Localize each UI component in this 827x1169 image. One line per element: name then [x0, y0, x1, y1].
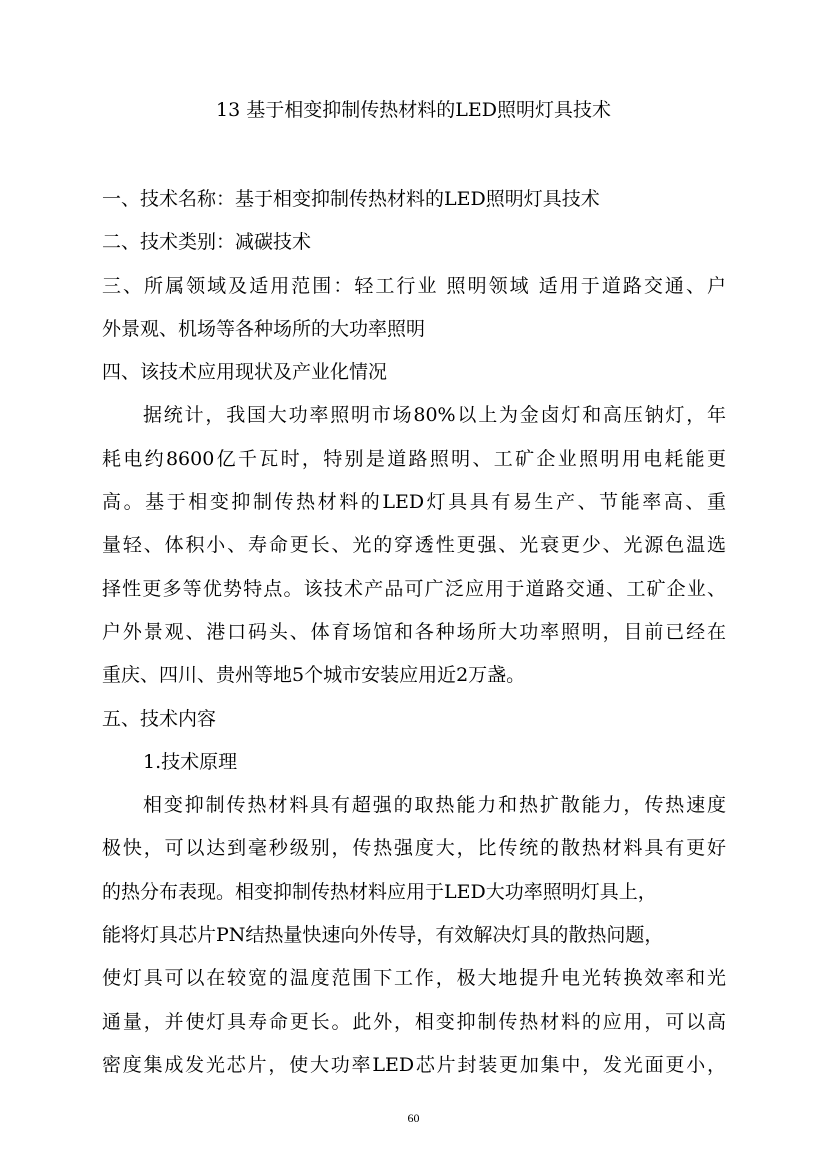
paragraph-line: 高。基于相变抑制传热材料的LED灯具具有易生产、节能率高、重: [102, 491, 726, 514]
paragraph-line: 的热分布表现。相变抑制传热材料应用于LED大功率照明灯具上，: [102, 880, 657, 903]
section-heading-tech-content: 五、技术内容: [102, 707, 217, 730]
paragraph-line: 极快，可以达到毫秒级别，传热强度大，比传统的散热材料具有更好: [102, 837, 726, 860]
paragraph-line: 择性更多等优势特点。该技术产品可广泛应用于道路交通、工矿企业、: [102, 577, 726, 600]
subsection-heading-principle: 1.技术原理: [143, 750, 238, 773]
paragraph-line: 量轻、体积小、寿命更长、光的穿透性更强、光衰更少、光源色温选: [102, 534, 726, 557]
paragraph-line: 密度集成发光芯片，使大功率LED芯片封装更加集中，发光面更小，: [102, 1053, 726, 1076]
section-heading-application-status: 四、该技术应用现状及产业化情况: [102, 361, 388, 384]
paragraph-line: 重庆、四川、贵州等地5个城市安装应用近2万盏。: [102, 664, 526, 687]
paragraph-line: 耗电约8600亿千瓦时，特别是道路照明、工矿企业照明用电耗能更: [102, 447, 726, 470]
paragraph-line: 使灯具可以在较宽的温度范围下工作，极大地提升电光转换效率和光: [102, 967, 726, 990]
page-number: 60: [407, 1111, 420, 1125]
paragraph-line: 能将灯具芯片PN结热量快速向外传导，有效解决灯具的散热问题，: [102, 924, 664, 947]
paragraph-line: 相变抑制传热材料具有超强的取热能力和热扩散能力，传热速度: [143, 794, 726, 817]
section-heading-tech-category: 二、技术类别：减碳技术: [102, 231, 312, 254]
paragraph-line: 据统计，我国大功率照明市场80%以上为金卤灯和高压钠灯，年: [143, 404, 726, 427]
document-body: [102, 178, 726, 1087]
section-heading-tech-name: 一、技术名称：基于相变抑制传热材料的LED照明灯具技术: [102, 188, 600, 210]
section-heading-scope-continued: 外景观、机场等各种场所的大功率照明: [102, 317, 426, 340]
page-title: 13 基于相变抑制传热材料的LED照明灯具技术: [216, 99, 611, 121]
paragraph-line: 户外景观、港口码头、体育场馆和各种场所大功率照明，目前已经在: [102, 620, 726, 643]
section-heading-scope: 三、所属领域及适用范围：轻工行业 照明领域 适用于道路交通、户: [102, 274, 726, 297]
paragraph-line: 通量，并使灯具寿命更长。此外，相变抑制传热材料的应用，可以高: [102, 1010, 726, 1033]
